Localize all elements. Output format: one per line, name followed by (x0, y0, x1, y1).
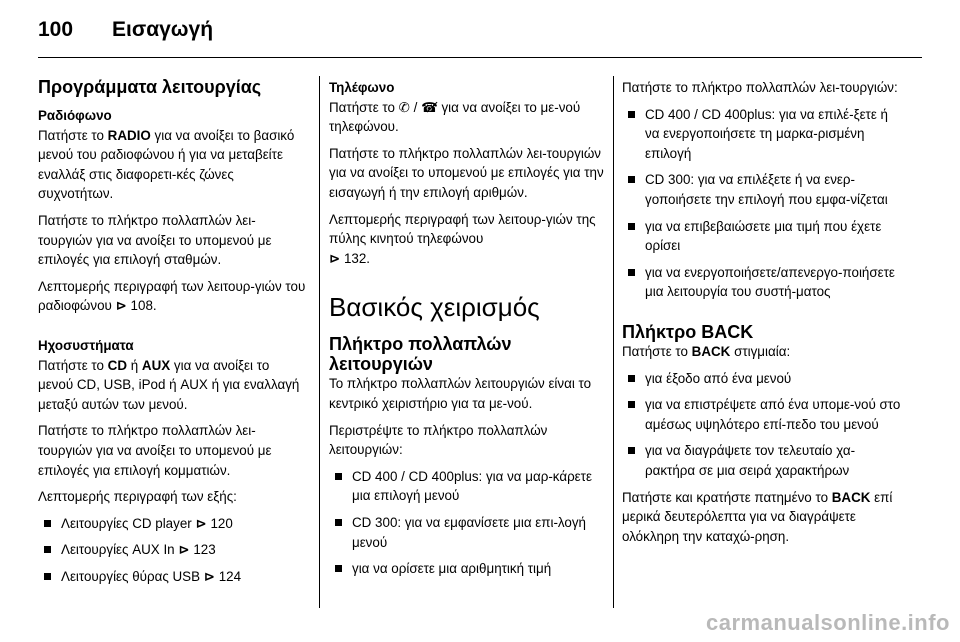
column-1 (38, 76, 306, 593)
section-title: Προγράμματα λειτουργίας (38, 77, 262, 97)
header-rule (38, 57, 922, 58)
radio-paragraph-2: Πατήστε το πλήκτρο πολλαπλών λει-τουργιών για να ανοίξει το υπομενού με επιλογές για επιλογή σταθμών. (38, 212, 272, 268)
phone-off-icon: ☎̸ (421, 99, 438, 115)
multifunction-paragraph-2: Περιστρέψτε το πλήκτρο πολλαπλών λειτουργιών: (329, 422, 548, 458)
back-paragraph: Πατήστε το BACK στιγμιαία: (622, 343, 791, 359)
column-divider (319, 76, 320, 608)
list-item: Λειτουργίες AUX In ⊳ 123 (38, 540, 306, 560)
audio-paragraph: Πατήστε το CD ή AUX για να ανοίξει το μενού CD, USB, iPod ή AUX ή για εναλλαγή μεταξύ αυτών των μενού. (38, 357, 300, 412)
column-2 (329, 78, 606, 586)
list-item: CD 300: για να επιλέξετε ή να ενερ-γοποιήσετε την επιλογή που εμφα-νίζεται (622, 170, 904, 209)
back-paragraph-2: Πατήστε και κρατήστε πατημένο το BACK επί μερικά δευτερόλεπτα για να διαγράψετε ολόκληρη την καταχώ-ρηση. (622, 489, 893, 544)
basic-operation-title: Βασικός χειρισμός (329, 292, 540, 323)
phone-paragraph: Πατήστε το ✆ / ☎̸ για να ανοίξει το με-νού τηλεφώνου. (329, 99, 581, 135)
reference-arrow-icon: ⊳ (115, 298, 127, 314)
page-header (38, 18, 213, 48)
list-item: για έξοδο από ένα μενού (622, 369, 904, 389)
page-number: 100 (38, 18, 74, 41)
list-item: CD 300: για να εμφανίσετε μια επι-λογή μενού (329, 513, 606, 552)
press-intro: Πατήστε το πλήκτρο πολλαπλών λει-τουργιών: (622, 80, 898, 95)
radio-heading: Ραδιόφωνο (38, 108, 112, 123)
phone-heading: Τηλέφωνο (329, 80, 395, 95)
radio-paragraph-3: Λεπτομερής περιγραφή των λειτουρ-γιών του ραδιοφώνου ⊳ 108. (38, 277, 306, 316)
phone-paragraph-2: Πατήστε το πλήκτρο πολλαπλών λει-τουργιών για να ανοίξει το υπομενού με επιλογές για την εισαγωγή ή την επιλογή αριθμών. (329, 145, 604, 200)
audio-heading: Ηχοσυστήματα (38, 337, 134, 353)
list-item: για να διαγράψετε τον τελευταίο χα-ρακτήρα σε μια σειρά χαρακτήρων (622, 441, 904, 480)
reference-arrow-icon: ⊳ (203, 568, 215, 584)
audio-paragraph-2: Πατήστε το πλήκτρο πολλαπλών λει-τουργιών για να ανοίξει το υπομενού με επιλογές για επιλογή κομματιών. (38, 423, 272, 478)
column-divider (613, 76, 614, 608)
back-heading: Πλήκτρο BACK (622, 321, 754, 342)
phone-icon: ✆ (398, 99, 410, 115)
list-item: CD 400 / CD 400plus: για να επιλέ-ξετε ή να ενεργοποιήσετε τη μαρκα-ρισμένη επιλογή (622, 105, 904, 164)
reference-arrow-icon: ⊳ (195, 515, 207, 531)
list-item: Λειτουργίες θύρας USB ⊳ 124 (38, 567, 306, 587)
reference-arrow-icon: ⊳ (329, 250, 341, 266)
audio-paragraph-3: Λεπτομερής περιγραφή των εξής: (38, 489, 237, 505)
list-item: για να επιβεβαιώσετε μια τιμή που έχετε ορίσει (622, 217, 904, 256)
radio-paragraph: Πατήστε το RADIO για να ανοίξει το βασικό μενού του ραδιοφώνου ή για να μεταβείτε εναλλάξ στις διαφορετι-κές ζώνες συχνοτήτων. (38, 127, 295, 202)
list-item: για να ενεργοποιήσετε/απενεργο-ποιήσετε μια λειτουργία του συστή-ματος (622, 263, 904, 302)
watermark: carmanualsonline.info (706, 610, 950, 635)
list-item: Λειτουργίες CD player ⊳ 120 (38, 514, 306, 534)
radio-key: RADIO (107, 127, 151, 143)
multifunction-paragraph: Το πλήκτρο πολλαπλών λειτουργιών είναι το κεντρικό χειριστήριο για τα με-νού. (329, 376, 592, 411)
multifunction-heading: Πλήκτρο πολλαπλών λειτουργιών (329, 334, 512, 375)
reference-arrow-icon: ⊳ (178, 542, 190, 558)
list-item: για να ορίσετε μια αριθμητική τιμή (329, 559, 606, 579)
column-3 (622, 78, 904, 553)
list-item: CD 400 / CD 400plus: για να μαρ-κάρετε μια επιλογή μενού (329, 467, 606, 506)
list-item: για να επιστρέψετε από ένα υπομε-νού στο αμέσως υψηλότερο επί-πεδο του μενού (622, 395, 904, 434)
phone-paragraph-3: Λεπτομερής περιγραφή των λειτουρ-γιών της πύλης κινητού τηλεφώνου ⊳ 132. (329, 210, 606, 269)
chapter-title: Εισαγωγή (112, 18, 214, 41)
